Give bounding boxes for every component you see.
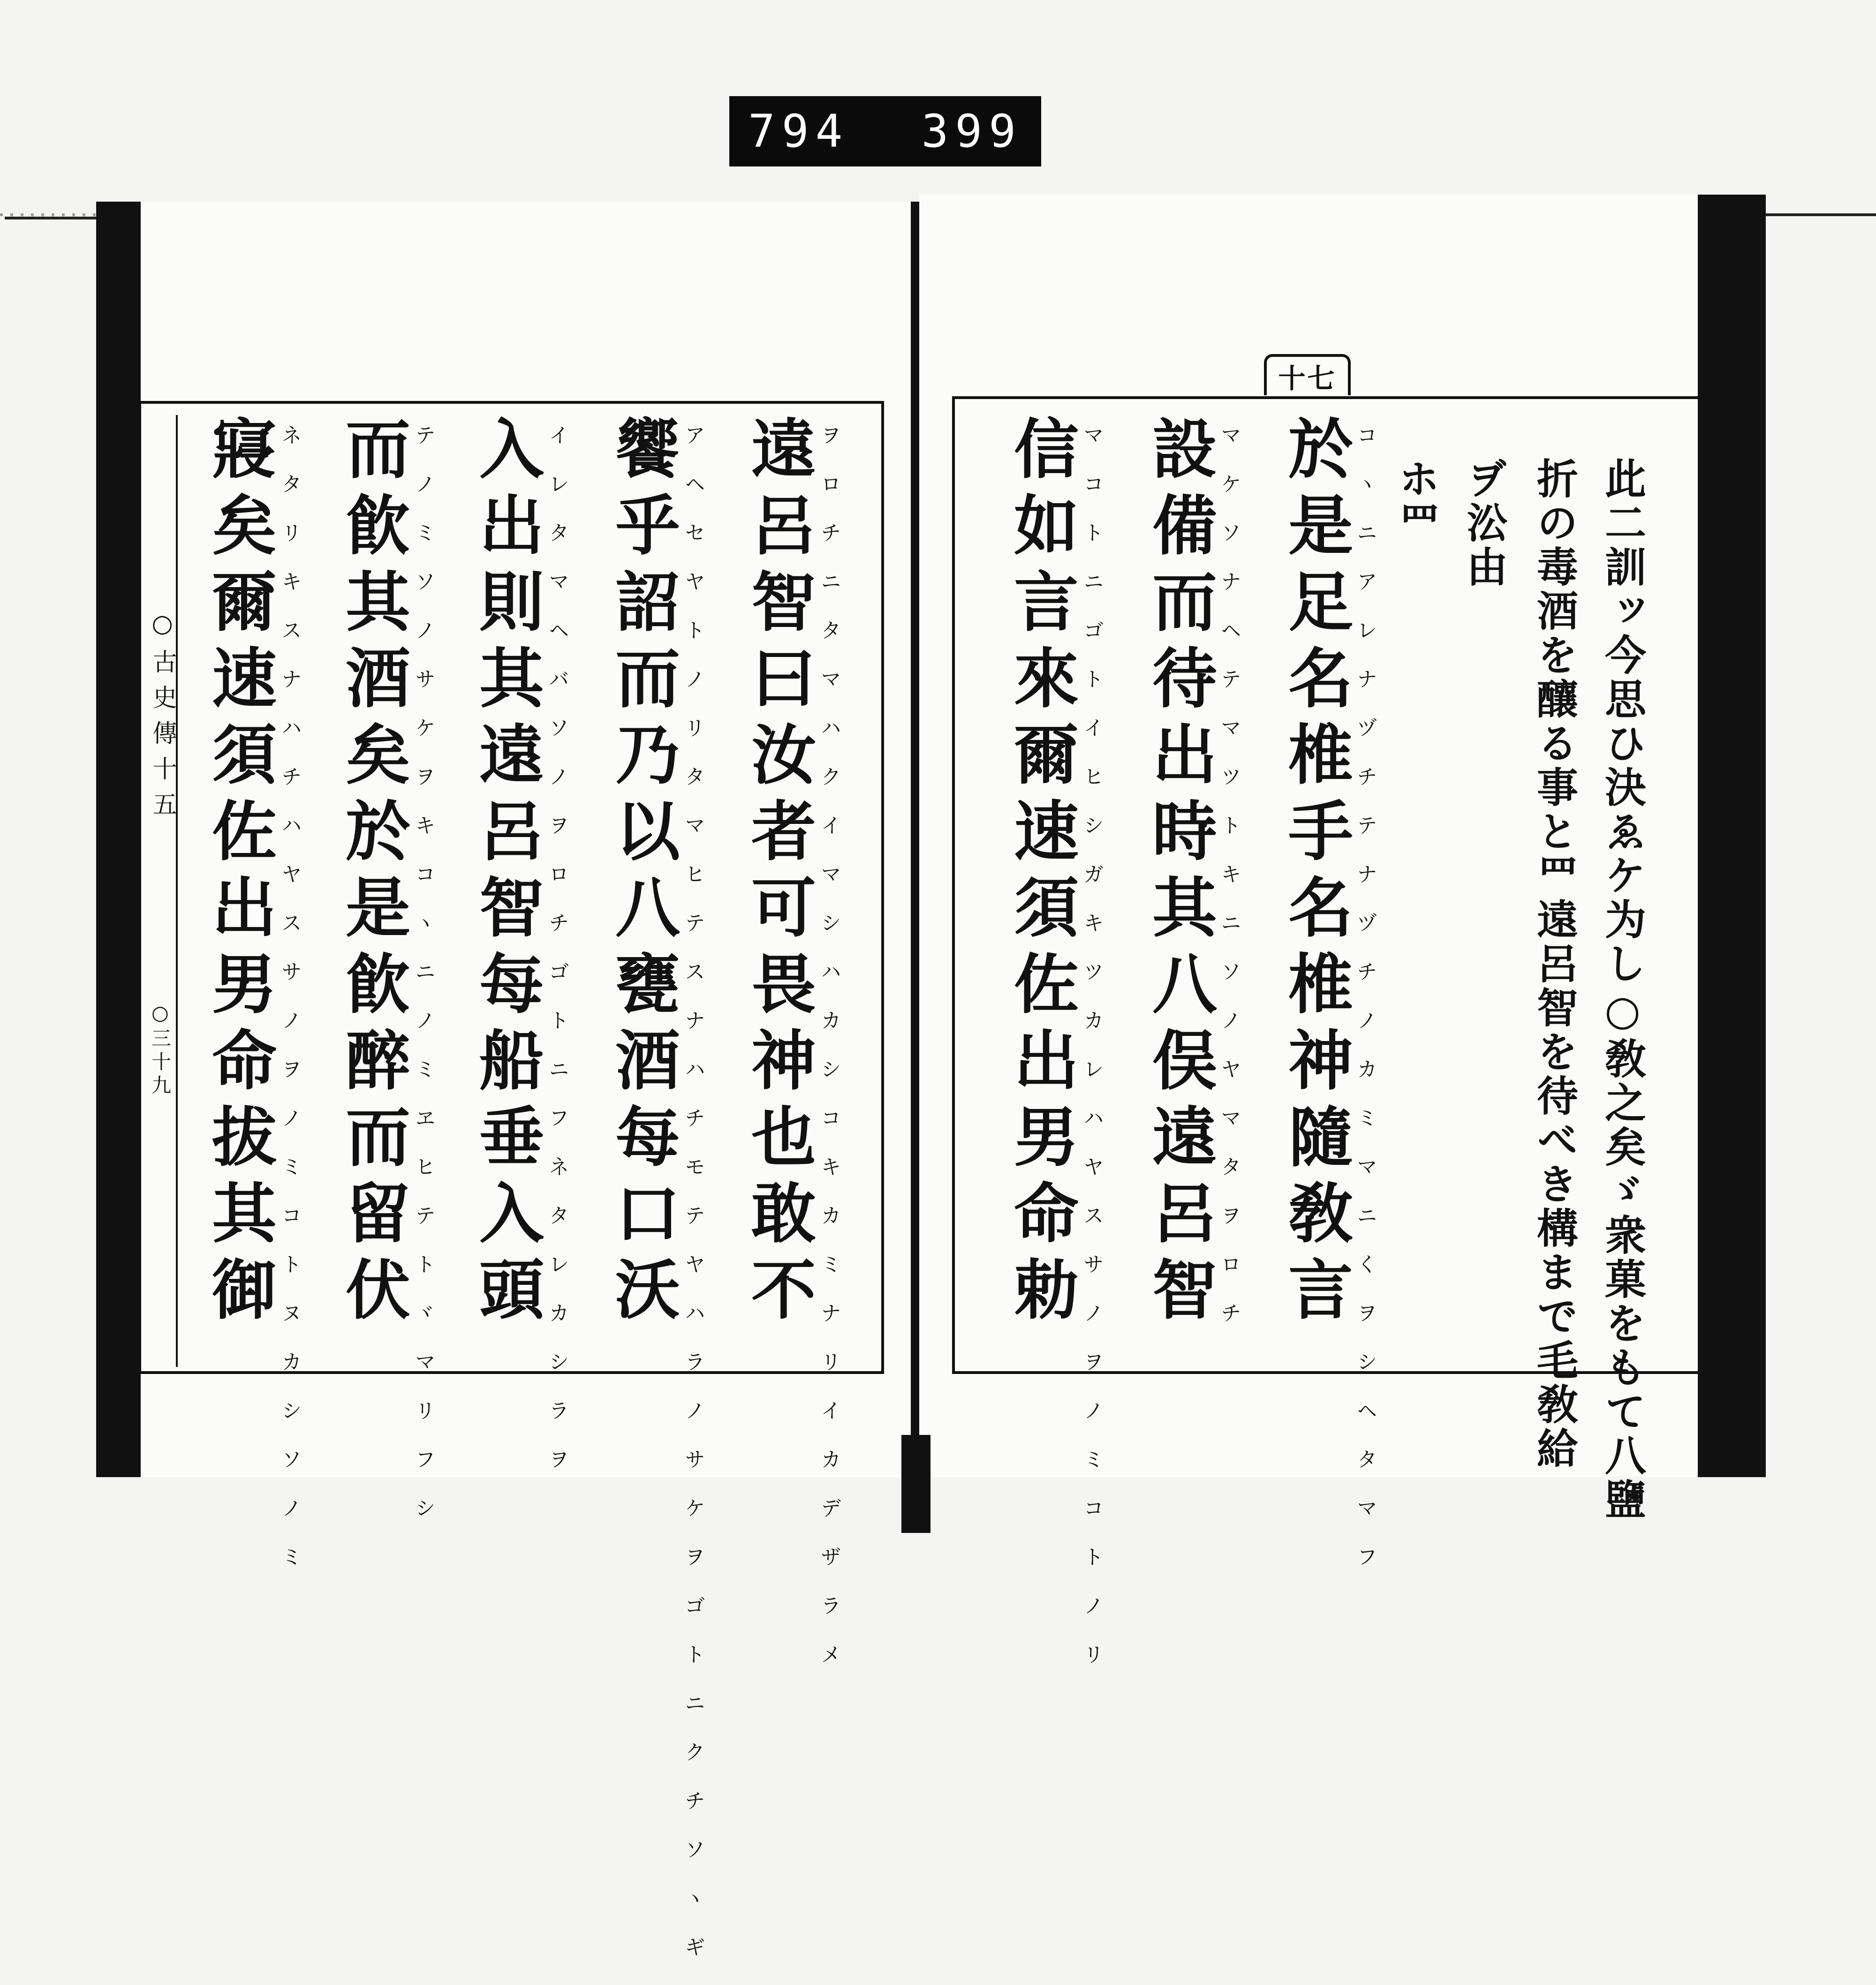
main-text-column: 寢矣爾速須佐出男命拔其御 <box>201 415 277 1332</box>
main-text-column: 入出則其遠呂智每船垂入頭 <box>469 415 544 1332</box>
scan-hairline-left <box>5 217 96 219</box>
note-column-1: 此二訓ッ今思ひ決ゑケ为し○敎之矣ゞ衆菓をもて八鹽 <box>1598 457 1647 1522</box>
note-column-2: 折の毒酒を釀る事と罒遠呂智を待べき構まで毛敎給 <box>1530 457 1579 1471</box>
book-spine <box>911 202 919 1529</box>
ruby-column: アヘセヤトノリタマヒテスナハチモテヤハラノサケヲゴトニクチソヽギ <box>681 424 705 1985</box>
ruby-column: マコトニゴトイヒシガキツカレハヤスサノヲノミコトノリ <box>1080 424 1104 1692</box>
left-book-edge <box>96 202 141 1477</box>
ruby-column: イレタマヘバソノヲロチゴトニフネタレカシラヲ <box>545 424 569 1497</box>
ruby-column: コヽニアレナヅチテナヅチノカミマニくヲシヘタマフ <box>1353 424 1377 1595</box>
main-text-column: 遠呂智曰汝者可畏神也敢不 <box>741 415 816 1332</box>
ruby-column: ネタリキスナハチハヤスサノヲノミコトヌカシソノミ <box>278 424 302 1595</box>
page-number-tab: 十七 <box>1264 354 1351 395</box>
right-book-edge <box>1698 195 1766 1477</box>
ruby-column: テノミソノサケヲキコヽニノミヱヒテトヾマリフシ <box>411 424 435 1546</box>
main-text-column: 設備而待出時其八俣遠呂智 <box>1142 415 1217 1332</box>
main-text-column: 饗乎詔而乃以八甕酒每口沃 <box>605 415 680 1332</box>
margin-title: ○古史傳十五 <box>148 610 176 827</box>
call-number-label <box>729 96 1041 166</box>
call-number-right: 399 <box>921 105 1022 158</box>
folio-number: ○三十九 <box>149 1001 172 1098</box>
ruby-column: ヲロチニタマハクイマシハカシコキカミナリイカデザラメ <box>817 424 841 1692</box>
call-number-left: 794 <box>748 105 849 158</box>
main-text-column: 而飮其酒矣於是飮醉而留伏 <box>335 415 410 1332</box>
note-column-3: ヺ㳂由 <box>1460 457 1508 589</box>
main-text-column: 於是足名椎手名椎神隨敎言 <box>1278 415 1353 1332</box>
note-column-4: ホ罒 <box>1392 457 1440 545</box>
ruby-column: マケソナヘテマツトキニソノヤマタヲロチ <box>1217 424 1241 1351</box>
main-text-column: 信如言來爾速須佐出男命勅 <box>1003 415 1079 1332</box>
scan-hairline-right <box>1766 213 1876 216</box>
binding-clip <box>901 1435 930 1533</box>
